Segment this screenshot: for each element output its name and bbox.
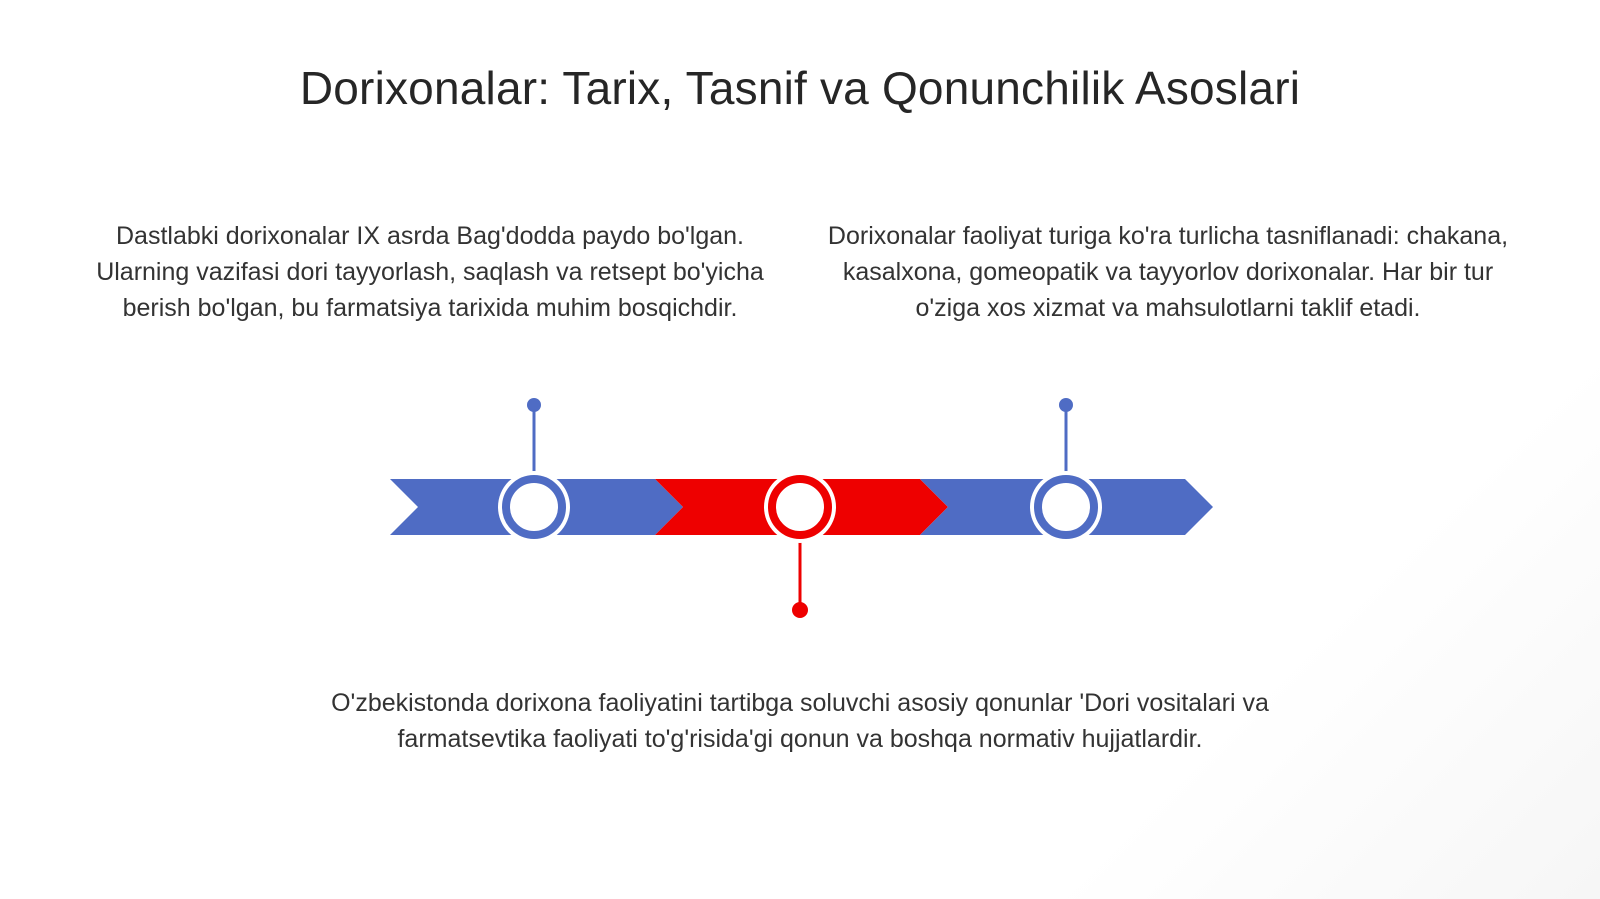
milestone-1-ring [506,479,562,535]
milestone-3-text: Dorixonalar faoliyat turiga ko'ra turlicha tasniflanadi: chakana, kasalxona, gomeopatik va tayyorlov dorixonalar. Har bir tur o'ziga xos xizmat va mahsulotlarni taklif etadi. [827,222,1509,322]
milestone-2-ring [772,479,828,535]
milestone-1-text: Dastlabki dorixonalar IX asrda Bag'dodda paydo bo'lgan. Ularning vazifasi dori tayyorlash, saqlash va retsept bo'yicha berish bo'lgan, bu farmatsiya tarixida muhim bosqichdir. [96,222,764,322]
milestone-2-dot [792,602,808,618]
milestone-3-ring [1038,479,1094,535]
milestone-1-dot [527,398,541,412]
milestone-3-dot [1059,398,1073,412]
slide-title: Dorixonalar: Tarix, Tasnif va Qonunchilik Asoslari [299,62,1301,114]
milestone-2-text: O'zbekistonda dorixona faoliyatini tartibga soluvchi asosiy qonunlar 'Dori vositalari va farmatsevtika faoliyati to'g'risida'gi qonun va boshqa normativ hujjatlardir. [331,689,1269,753]
